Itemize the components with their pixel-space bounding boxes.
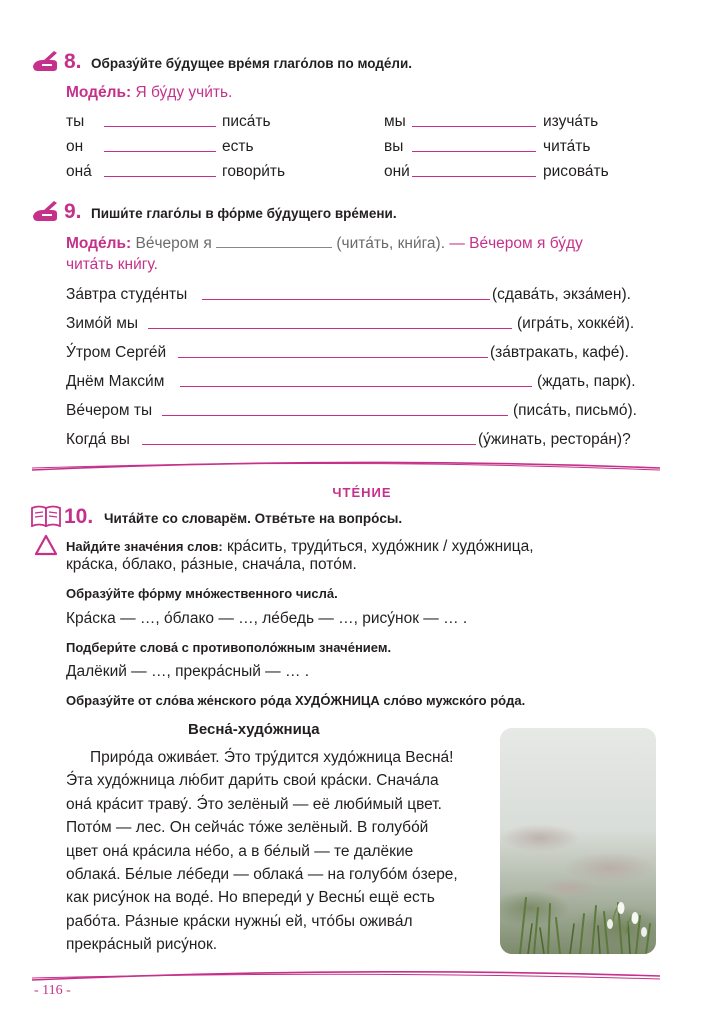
ex9-item-1-hint: (сдава́ть, экза́мен).	[492, 286, 631, 303]
task1-label: Найди́те значе́ния слов:	[66, 539, 223, 554]
ex9-item-6-start: Когда́ вы	[66, 431, 130, 448]
ex8-row-3-right-verb: рисова́ть	[543, 163, 609, 180]
writing-hand-icon	[30, 49, 62, 73]
ex10-task4-title: Образу́йте от сло́ва же́нского ро́да ХУДО́ЖНИЦА сло́во мужско́го ро́да.	[66, 693, 526, 708]
ex8-row-2-right-blank[interactable]	[412, 138, 536, 152]
ex9-item-2-blank[interactable]	[148, 315, 512, 329]
ex8-row-2-right-pronoun: вы	[384, 138, 404, 155]
ex10-task1-line-2: кра́ска, о́блако, ра́зные, снача́ла, пото́м.	[66, 556, 357, 573]
ex9-item-6-hint: (у́жинать, рестора́н)?	[478, 431, 631, 448]
ex9-item-4-blank[interactable]	[180, 373, 532, 387]
exercise-8-model	[66, 84, 232, 102]
model-label: Моде́ль:	[66, 84, 132, 101]
ex8-row-2-left-blank[interactable]	[104, 138, 216, 152]
section-title: ЧТЕ́НИЕ	[332, 485, 392, 500]
exercise-8-number: 8.	[64, 50, 82, 73]
story-line: Пото́м — лес. Он сейча́с то́же зелёный. В голубо́й	[66, 819, 429, 837]
story-line: она́ кра́сит траву́. Э́то зелёный — её люби́мый цвет.	[66, 795, 442, 813]
ex8-row-3-right-blank[interactable]	[412, 163, 536, 177]
ex9-item-4-hint: (ждать, парк).	[537, 373, 636, 390]
ex8-row-1-left-pronoun: ты	[66, 113, 85, 130]
ex8-row-2-right-verb: чита́ть	[543, 138, 591, 155]
story-title: Весна́-худо́жница	[188, 721, 320, 738]
ex8-row-1-right-blank[interactable]	[412, 113, 536, 127]
ex9-item-6-blank[interactable]	[142, 431, 476, 445]
ex8-row-3-left-blank[interactable]	[104, 163, 216, 177]
triangle-icon	[34, 534, 58, 556]
section-divider-bottom	[30, 968, 662, 984]
ex9-item-5-start: Ве́чером ты	[66, 402, 153, 419]
writing-hand-icon	[30, 199, 62, 223]
story-line: как рису́нок на воде́. Но впереди́ у Весны́ ещё есть	[66, 889, 435, 907]
ex9-item-3-start: У́тром Серге́й	[66, 344, 167, 361]
ex10-task2-text: Кра́ска — …, о́блако — …, ле́бедь — …, рису́нок — … .	[66, 610, 468, 627]
ex9-item-3-hint: (за́втракать, кафе́).	[490, 344, 629, 361]
story-line: прекра́сный рису́нок.	[66, 936, 218, 954]
task1-words-part-1: кра́сить, труди́ться, худо́жник / худо́жница,	[227, 538, 534, 555]
story-line: Приро́да ожива́ет. Э́то тру́дится худо́жница Весна́!	[90, 749, 454, 766]
exercise-8-title: Образу́йте бу́дущее вре́мя глаго́лов по моде́ли.	[91, 56, 413, 71]
story-text	[66, 746, 498, 957]
ex8-row-3-left-verb: говори́ть	[222, 163, 286, 180]
ex8-row-3-left-pronoun: она́	[66, 163, 92, 180]
exercise-9-model-line-1	[66, 234, 583, 253]
section-divider-top	[30, 458, 662, 474]
ex9-item-1-blank[interactable]	[202, 286, 490, 300]
model-text: Я бу́ду учи́ть.	[135, 84, 233, 101]
ex8-row-2-left-pronoun: он	[66, 138, 84, 155]
ex9-item-1-start: За́втра студе́нты	[66, 286, 188, 303]
ex9-item-5-hint: (писа́ть, письмо́).	[513, 402, 637, 419]
ex8-row-2-left-verb: есть	[222, 138, 254, 155]
ex10-task1-line-1	[66, 538, 534, 556]
page-number: - 116 -	[34, 983, 71, 998]
snowdrops-photo	[500, 728, 656, 954]
model-hint: (чита́ть, кни́га).	[336, 235, 446, 252]
ex10-task3-text: Далёкий — …, прекра́сный — … .	[66, 663, 310, 680]
ex8-row-1-left-blank[interactable]	[104, 113, 216, 127]
exercise-9-model-line-2: чита́ть кни́гу.	[66, 256, 158, 273]
story-line: цвет она́ кра́сила не́бо, а в бе́лый — те далёкие	[66, 842, 414, 860]
exercise-10-title: Чита́йте со словарём. Отве́тьте на вопро́сы.	[104, 511, 403, 526]
exercise-10-number: 10.	[64, 505, 94, 528]
ex9-item-3-blank[interactable]	[178, 344, 488, 358]
ex8-row-1-right-verb: изуча́ть	[543, 113, 599, 130]
ex9-item-2-hint: (игра́ть, хокке́й).	[517, 315, 635, 332]
exercise-9-number: 9.	[64, 200, 82, 223]
ex8-row-1-left-verb: писа́ть	[222, 113, 271, 130]
model-start: Ве́чером я	[135, 235, 212, 252]
ex8-row-1-right-pronoun: мы	[384, 113, 406, 130]
model-label: Моде́ль:	[66, 235, 132, 252]
ex9-item-2-start: Зимо́й мы	[66, 315, 139, 332]
model-answer-part-1: — Ве́чером я бу́ду	[449, 235, 583, 252]
story-line: рабо́та. Ра́зные кра́ски нужны́ ей, что́бы ожива́л	[66, 912, 413, 930]
ex9-item-5-blank[interactable]	[162, 402, 508, 416]
ex9-item-4-start: Днём Макси́м	[66, 373, 165, 390]
ex10-task2-title: Образу́йте фо́рму мно́жественного числа́.	[66, 586, 338, 601]
story-line: облака́. Бе́лые ле́беди — облака́ — на голубо́м о́зере,	[66, 866, 458, 884]
exercise-9-title: Пиши́те глаго́лы в фо́рме бу́дущего вре́мени.	[91, 206, 397, 221]
model-blank	[216, 234, 332, 248]
ex8-row-3-right-pronoun: они́	[384, 163, 410, 180]
ex10-task3-title: Подбери́те слова́ с противополо́жным значе́нием.	[66, 640, 392, 655]
story-line: Э́та худо́жница лю́бит дари́ть свои́ кра́ски. Снача́ла	[66, 772, 439, 790]
open-book-icon	[31, 505, 61, 527]
